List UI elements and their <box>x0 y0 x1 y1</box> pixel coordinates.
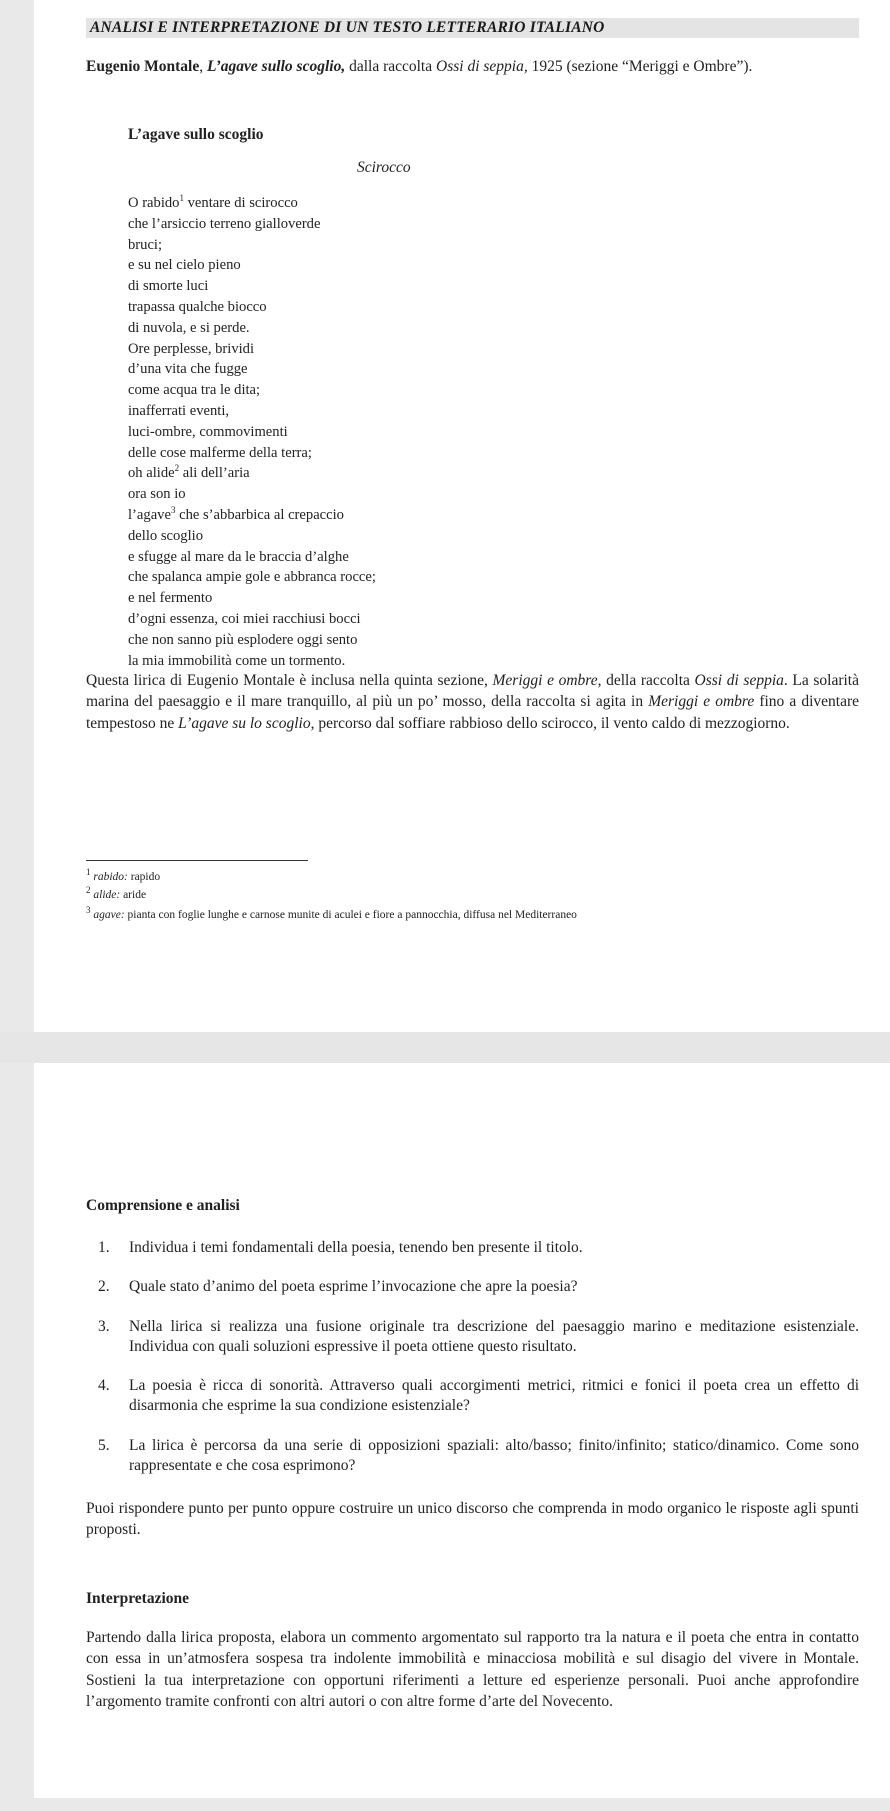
intro-sep: , <box>199 58 207 75</box>
comprehension-closing: Puoi rispondere punto per punto oppure costruire un unico discorso che comprenda in modo organico le risposte agli spunti proposti. <box>86 1500 859 1539</box>
poem-line: di smorte luci <box>128 278 209 295</box>
intro-mid: dalla raccolta <box>345 58 436 75</box>
question-item <box>98 1238 859 1258</box>
poem-body <box>128 193 376 671</box>
intro-line <box>86 57 858 76</box>
question-item <box>98 1436 859 1475</box>
question-text: Nella lirica si realizza una fusione originale tra descrizione del paesaggio marino e meditazione esistenziale. Individua con quali soluzioni espressive il poeta ottiene questo risultato. <box>129 1318 859 1355</box>
poem-line: la mia immobilità come un tormento. <box>128 652 346 669</box>
footnote-3: $^3$ agave: pianta con foglie lunghe e carnose munite di aculei e fiore a pannocchia, diffusa nel Mediterraneo <box>86 905 577 921</box>
footnote-ref: 1 <box>179 193 184 204</box>
question-number: 3. <box>98 1318 110 1335</box>
poem-line: l’agave$^3$ che s’abbarbica al crepaccio <box>128 505 344 523</box>
poem-line: delle cose malferme della terra; <box>128 444 312 461</box>
footnote-ref: 2 <box>174 463 180 474</box>
section-header-bar <box>86 18 859 38</box>
poem-line: ora son io <box>128 486 186 503</box>
commentary-text: fino a diventare tempestoso ne <box>86 693 860 732</box>
commentary-text: Questa lirica di Eugenio Montale è inclusa nella quinta sezione, <box>86 672 493 689</box>
poem-line: Ore perplesse, brividi <box>128 340 255 357</box>
question-text: Individua i temi fondamentali della poesia, tenendo ben presente il titolo. <box>129 1239 583 1256</box>
question-item <box>98 1376 859 1415</box>
poem-line: trapassa qualche biocco <box>128 298 267 315</box>
commentary-italic: L’agave su lo scoglio <box>178 714 311 732</box>
poem-line: bruci; <box>128 236 163 253</box>
question-number: 5. <box>98 1437 110 1454</box>
question-item <box>98 1277 859 1297</box>
intro-author: Eugenio Montale <box>86 58 200 75</box>
footnote-ref: 3 <box>170 505 176 516</box>
poem-line: di nuvola, e si perde. <box>128 319 250 336</box>
poem-line: e sfugge al mare da le braccia d’alghe <box>128 548 349 565</box>
commentary-text: , percorso dal soffiare rabbioso dello scirocco, il vento caldo di mezzogiorno. <box>310 714 790 732</box>
section-title: ANALISI E INTERPRETAZIONE DI UN TESTO LETTERARIO ITALIANO <box>90 19 605 36</box>
footnote-1: $^1$ rabido: rapido <box>86 867 161 883</box>
poem-line: che non sanno più esplodere oggi sento <box>128 631 358 648</box>
question-item <box>98 1317 859 1356</box>
poem-line: e su nel cielo pieno <box>128 257 241 274</box>
poem-line: dello scoglio <box>128 527 203 544</box>
poem-line: O rabido$^1$ ventare di scirocco <box>128 193 298 211</box>
poem-line: oh alide$^2$ ali dell’aria <box>128 463 250 482</box>
poem-line: che l’arsiccio terreno gialloverde <box>128 215 321 232</box>
question-number: 2. <box>98 1278 110 1295</box>
poem-line: d’una vita che fugge <box>128 361 248 378</box>
interpretation-paragraph: Partendo dalla lirica proposta, elabora un commento argomentato sul rapporto tra la natura e il poeta che entra in contatto con essa in un’atmosfera sospesa tra indolente immobilità e minacciosa mobilità e sul disagio del vivere in Montale. Sostieni la tua interpretazione con opportuni riferimenti a letture ed esperienze personali. Puoi anche approfondire l’argomento tramite confronti con altri autori o con altre forme d’arte del Novecento. <box>86 1629 859 1710</box>
commentary-paragraph <box>86 670 859 734</box>
poem-title: L’agave sullo scoglio <box>128 126 264 143</box>
intro-rest: 1925 (sezione “Meriggi e Ombre”). <box>527 58 753 75</box>
question-number: 4. <box>98 1377 110 1394</box>
poem-line: e nel fermento <box>128 590 213 607</box>
poem-line: come acqua tra le dita; <box>128 382 261 399</box>
footnote-divider <box>86 860 308 861</box>
commentary-italic: Ossi di seppia <box>694 672 784 689</box>
question-number: 1. <box>98 1239 110 1256</box>
comprehension-heading: Comprensione e analisi <box>86 1197 240 1214</box>
footnote-2: $^2$ alide: aride <box>86 885 147 901</box>
commentary-text: , della raccolta <box>597 672 695 689</box>
intro-title: L’agave sullo scoglio, <box>207 58 346 75</box>
commentary-italic: Meriggi e ombre <box>492 672 598 689</box>
question-text: La poesia è ricca di sonorità. Attraverso quali accorgimenti metrici, ritmici e fonici il poeta crea un effetto di disarmonia che esprime la sua condizione esistenziale? <box>129 1377 859 1414</box>
poem-line: inafferrati eventi, <box>128 402 230 419</box>
poem-subtitle: Scirocco <box>357 159 411 176</box>
page-separator <box>0 1032 890 1063</box>
poem-line: luci-ombre, commovimenti <box>128 423 288 440</box>
interpretation-heading: Interpretazione <box>86 1590 190 1607</box>
poem-line: che spalanca ampie gole e abbranca rocce; <box>128 569 376 586</box>
poem-line: d’ogni essenza, coi miei racchiusi bocci <box>128 610 361 627</box>
question-text: Quale stato d’animo del poeta esprime l’invocazione che apre la poesia? <box>129 1278 578 1295</box>
commentary-italic: Meriggi e ombre <box>648 693 755 711</box>
intro-collection: Ossi di seppia, <box>436 58 528 75</box>
question-text: La lirica è percorsa da una serie di opposizioni spaziali: alto/basso; finito/infinito; statico/dinamico. Come sono rappresentate e che cosa esprimono? <box>129 1437 859 1474</box>
commentary-text: . La solarità marina del paesaggio e il mare tranquillo, al più un po’ mosso, della raccolta si agita in <box>86 672 859 711</box>
